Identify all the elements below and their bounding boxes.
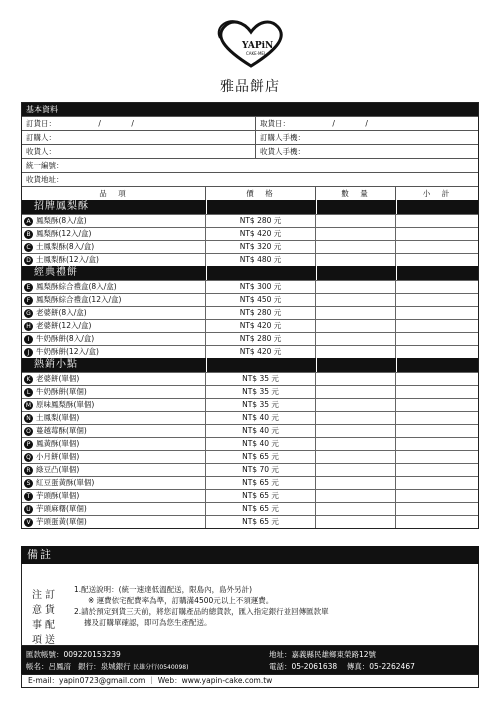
- product-name: 綠豆凸(單個): [36, 465, 80, 474]
- product-sections: [22, 200, 478, 528]
- section-title: [22, 358, 478, 372]
- subtotal-cell[interactable]: [396, 254, 478, 266]
- product-name-cell: [22, 399, 206, 411]
- product-name: 土鳳梨酥(12入/盒): [36, 255, 99, 264]
- product-row: [22, 293, 478, 306]
- product-name: 芋頭麻糬(單個): [36, 504, 87, 513]
- item-code-badge: Q: [24, 453, 33, 462]
- product-row: [22, 489, 478, 502]
- quantity-input[interactable]: [316, 228, 396, 240]
- payment-info: [21, 646, 261, 674]
- product-row: [22, 253, 478, 266]
- product-row: [22, 385, 478, 398]
- quantity-input[interactable]: [316, 490, 396, 502]
- product-name-cell: [22, 307, 206, 319]
- quantity-input[interactable]: [316, 294, 396, 306]
- subtotal-cell[interactable]: [396, 294, 478, 306]
- product-name: 紅豆蛋黃酥(單個): [36, 478, 95, 487]
- account-number: 匯款帳號：009220153239: [26, 650, 121, 659]
- receiver-phone-label: 收貨人手機：: [260, 147, 305, 156]
- subtotal-cell[interactable]: [396, 490, 478, 502]
- product-name-cell: [22, 503, 206, 515]
- product-price: NT$ 65 元: [206, 451, 316, 463]
- quantity-input[interactable]: [316, 373, 396, 385]
- pickup-date-label: 取貨日：: [260, 119, 290, 128]
- info-row-dates: [22, 116, 478, 130]
- product-name-cell: [22, 228, 206, 240]
- product-row: [22, 306, 478, 319]
- product-price: NT$ 420 元: [206, 228, 316, 240]
- quantity-input[interactable]: [316, 386, 396, 398]
- item-code-badge: N: [24, 414, 33, 423]
- quantity-input[interactable]: [316, 425, 396, 437]
- account-name: 帳名：呂鳳淯: [26, 662, 71, 671]
- info-row-orderer: [22, 130, 478, 144]
- phone-fax: [269, 661, 479, 673]
- product-price: NT$ 40 元: [206, 438, 316, 450]
- item-code-badge: K: [24, 375, 33, 384]
- quantity-input[interactable]: [316, 281, 396, 293]
- remark-line: 1.配送說明：(統一速達低溫配送，限島內，島外另計): [74, 585, 253, 594]
- item-code-badge: H: [24, 322, 33, 331]
- tax-id-field[interactable]: [22, 159, 478, 172]
- subtotal-cell[interactable]: [396, 477, 478, 489]
- product-row: [22, 319, 478, 332]
- product-name-cell: [22, 281, 206, 293]
- product-name-cell: [22, 294, 206, 306]
- quantity-input[interactable]: [316, 464, 396, 476]
- product-price: NT$ 65 元: [206, 477, 316, 489]
- info-row-address: [22, 172, 478, 186]
- product-row: [22, 227, 478, 240]
- product-row: [22, 240, 478, 253]
- product-price: NT$ 70 元: [206, 464, 316, 476]
- product-name-cell: [22, 254, 206, 266]
- quantity-input[interactable]: [316, 215, 396, 227]
- remarks-title: 備註: [21, 546, 479, 564]
- subtotal-cell[interactable]: [396, 373, 478, 385]
- product-name-cell: [22, 412, 206, 424]
- item-code-badge: V: [24, 518, 33, 527]
- subtotal-cell[interactable]: [396, 281, 478, 293]
- table-header: [22, 186, 478, 200]
- address-field[interactable]: [22, 173, 478, 186]
- product-row: [22, 476, 478, 489]
- product-name-cell: [22, 320, 206, 332]
- quantity-input[interactable]: [316, 333, 396, 345]
- logo-text: YAPiN: [242, 41, 274, 51]
- quantity-input[interactable]: [316, 503, 396, 515]
- product-name: 老婆餅(單個): [36, 374, 80, 383]
- product-price: NT$ 480 元: [206, 254, 316, 266]
- date-slash: /: [98, 119, 101, 128]
- item-code-badge: O: [24, 427, 33, 436]
- receiver-phone-field[interactable]: [256, 145, 478, 158]
- subtotal-cell[interactable]: [396, 399, 478, 411]
- shop-tel: 電話：05-2061638: [269, 662, 338, 671]
- product-name: 鳳梨酥綜合禮盒(12入/盒): [36, 295, 122, 304]
- quantity-input[interactable]: [316, 254, 396, 266]
- date-slash: /: [332, 119, 335, 128]
- item-code-badge: R: [24, 466, 33, 475]
- subtotal-cell[interactable]: [396, 333, 478, 345]
- brand-header: [0, 18, 500, 96]
- subtotal-cell[interactable]: [396, 516, 478, 528]
- remarks-text: [74, 584, 464, 628]
- subtotal-cell[interactable]: [396, 346, 478, 358]
- col-item: 品 項: [22, 187, 206, 200]
- item-code-badge: J: [24, 348, 33, 357]
- remark-line: 2.請於預定到貨三天前，將您訂購產品的總貨款，匯入指定銀行並回傳匯款單: [74, 607, 329, 616]
- shop-address: 地址：嘉義縣民雄鄉東榮路12號: [269, 650, 377, 659]
- product-name: 牛奶酥餅(12入/盒): [36, 347, 99, 356]
- product-price: NT$ 450 元: [206, 294, 316, 306]
- product-name: 老婆餅(12入/盒): [36, 321, 92, 330]
- product-price: NT$ 300 元: [206, 281, 316, 293]
- product-row: [22, 502, 478, 515]
- product-price: NT$ 65 元: [206, 503, 316, 515]
- quantity-input[interactable]: [316, 438, 396, 450]
- product-row: [22, 345, 478, 358]
- product-row: [22, 280, 478, 293]
- shop-fax: 傳真：05-2262467: [346, 662, 415, 671]
- subtotal-cell[interactable]: [396, 386, 478, 398]
- product-price: NT$ 420 元: [206, 320, 316, 332]
- payment-contact-bar: [21, 646, 479, 674]
- product-price: NT$ 280 元: [206, 307, 316, 319]
- subtotal-cell[interactable]: [396, 425, 478, 437]
- remarks-side-label: 注訂意貨事配項送: [32, 590, 58, 646]
- item-code-badge: P: [24, 440, 33, 449]
- product-name-cell: [22, 516, 206, 528]
- product-row: [22, 398, 478, 411]
- address-label: 收貨地址：: [26, 175, 64, 184]
- section-title: [22, 266, 478, 280]
- product-name: 鳳梨酥(12入/盒): [36, 229, 92, 238]
- pickup-date-field[interactable]: [256, 117, 478, 130]
- product-name: 土鳳梨(單個): [36, 413, 80, 422]
- subtotal-cell[interactable]: [396, 438, 478, 450]
- subtotal-cell[interactable]: [396, 464, 478, 476]
- product-price: NT$ 65 元: [206, 490, 316, 502]
- product-price: NT$ 320 元: [206, 241, 316, 253]
- shop-name: 雅品餅店: [220, 79, 280, 95]
- receiver-label: 收貨人：: [26, 147, 56, 156]
- receiver-field[interactable]: [22, 145, 256, 158]
- product-name: 鳳梨酥(8入/盒): [36, 216, 87, 225]
- orderer-phone-label: 訂購人手機：: [260, 133, 305, 142]
- product-name-cell: [22, 477, 206, 489]
- product-row: [22, 411, 478, 424]
- subtotal-cell[interactable]: [396, 503, 478, 515]
- item-code-badge: G: [24, 309, 33, 318]
- product-name-cell: [22, 373, 206, 385]
- product-name-cell: [22, 386, 206, 398]
- item-code-badge: B: [24, 230, 33, 239]
- product-price: NT$ 40 元: [206, 425, 316, 437]
- product-name-cell: [22, 346, 206, 358]
- item-code-badge: I: [24, 335, 33, 344]
- bank-branch: 民雄分行(0540098): [133, 664, 189, 671]
- date-slash: /: [131, 119, 134, 128]
- quantity-input[interactable]: [316, 346, 396, 358]
- info-row-receiver: [22, 144, 478, 158]
- quantity-input[interactable]: [316, 451, 396, 463]
- col-price: 價 格: [206, 187, 316, 200]
- orderer-label: 訂購人：: [26, 133, 56, 142]
- order-form: [21, 102, 479, 529]
- product-name: 蔓越莓酥(單個): [36, 426, 87, 435]
- product-name: 小月餅(單個): [36, 452, 80, 461]
- subtotal-cell[interactable]: [396, 241, 478, 253]
- product-price: NT$ 65 元: [206, 516, 316, 528]
- product-price: NT$ 35 元: [206, 373, 316, 385]
- product-row: [22, 450, 478, 463]
- info-row-tax-id: [22, 158, 478, 172]
- product-name-cell: [22, 490, 206, 502]
- product-name-cell: [22, 464, 206, 476]
- section-title-text: 熱銷小點: [34, 359, 78, 370]
- product-price: NT$ 35 元: [206, 386, 316, 398]
- product-row: [22, 424, 478, 437]
- orderer-phone-field[interactable]: [256, 131, 478, 144]
- subtotal-cell[interactable]: [396, 215, 478, 227]
- product-name: 土鳳梨酥(8入/盒): [36, 242, 95, 251]
- item-code-badge: T: [24, 492, 33, 501]
- product-name-cell: [22, 333, 206, 345]
- product-name-cell: [22, 215, 206, 227]
- contact-info: [261, 646, 479, 674]
- product-name-cell: [22, 451, 206, 463]
- account-details: [26, 661, 261, 674]
- item-code-badge: E: [24, 283, 33, 292]
- remark-line: ※ 運費依宅配費率為準，訂購滿4500元以上不須運費。: [88, 596, 274, 605]
- product-name-cell: [22, 425, 206, 437]
- product-price: NT$ 35 元: [206, 399, 316, 411]
- quantity-input[interactable]: [316, 412, 396, 424]
- date-slash: /: [365, 119, 368, 128]
- product-name: 芋頭酥(單個): [36, 491, 80, 500]
- quantity-input[interactable]: [316, 477, 396, 489]
- item-code-badge: L: [24, 388, 33, 397]
- product-name-cell: [22, 241, 206, 253]
- subtotal-cell[interactable]: [396, 412, 478, 424]
- product-price: NT$ 280 元: [206, 333, 316, 345]
- product-row: [22, 332, 478, 345]
- basic-info-title: 基本資料: [22, 103, 478, 116]
- quantity-input[interactable]: [316, 516, 396, 528]
- email-web-line: E-mail：yapin0723@gmail.com ｜ Web：www.yapin-cake.com.tw: [21, 674, 479, 688]
- product-name: 原味鳳梨酥(單個): [36, 400, 95, 409]
- col-qty: 數 量: [316, 187, 396, 200]
- section-title: [22, 200, 478, 214]
- quantity-input[interactable]: [316, 241, 396, 253]
- product-name: 牛奶酥餅(8入/盒): [36, 334, 95, 343]
- order-date-field[interactable]: [22, 117, 256, 130]
- product-row: [22, 372, 478, 385]
- remark-line: 據及訂購單確認，即可為您生產配送。: [84, 618, 212, 627]
- item-code-badge: A: [24, 217, 33, 226]
- product-row: [22, 515, 478, 528]
- item-code-badge: D: [24, 256, 33, 265]
- quantity-input[interactable]: [316, 307, 396, 319]
- bank-name: 銀行：泉城銀行: [78, 662, 131, 671]
- product-name: 牛奶酥餅(單個): [36, 387, 87, 396]
- tax-id-label: 統一編號：: [26, 161, 64, 170]
- item-code-badge: F: [24, 296, 33, 305]
- product-row: [22, 437, 478, 450]
- product-price: NT$ 40 元: [206, 412, 316, 424]
- product-price: NT$ 420 元: [206, 346, 316, 358]
- col-subtotal: 小 計: [422, 189, 452, 198]
- subtotal-cell[interactable]: [396, 451, 478, 463]
- product-row: [22, 463, 478, 476]
- product-name-cell: [22, 438, 206, 450]
- section-title-text: 招牌鳳梨酥: [34, 201, 89, 212]
- item-code-badge: S: [24, 479, 33, 488]
- order-date-label: 訂貨日：: [26, 119, 56, 128]
- product-row: [22, 214, 478, 227]
- quantity-input[interactable]: [316, 320, 396, 332]
- logo-subtext: CAKE·MEI: [246, 51, 266, 56]
- item-code-badge: U: [24, 505, 33, 514]
- product-price: NT$ 280 元: [206, 215, 316, 227]
- heart-logo-icon: [212, 18, 290, 70]
- product-name: 鳳黃酥(單個): [36, 439, 80, 448]
- section-title-text: 經典禮餅: [34, 267, 78, 278]
- subtotal-cell[interactable]: [396, 307, 478, 319]
- subtotal-cell[interactable]: [396, 320, 478, 332]
- item-code-badge: C: [24, 243, 33, 252]
- item-code-badge: M: [25, 401, 32, 409]
- orderer-field[interactable]: [22, 131, 256, 144]
- product-name: 老婆餅(8入/盒): [36, 308, 87, 317]
- product-name: 芋頭蛋黃(單個): [36, 517, 87, 526]
- remarks-body: [21, 564, 479, 646]
- quantity-input[interactable]: [316, 399, 396, 411]
- product-name: 鳳梨酥綜合禮盒(8入/盒): [36, 282, 117, 291]
- subtotal-cell[interactable]: [396, 228, 478, 240]
